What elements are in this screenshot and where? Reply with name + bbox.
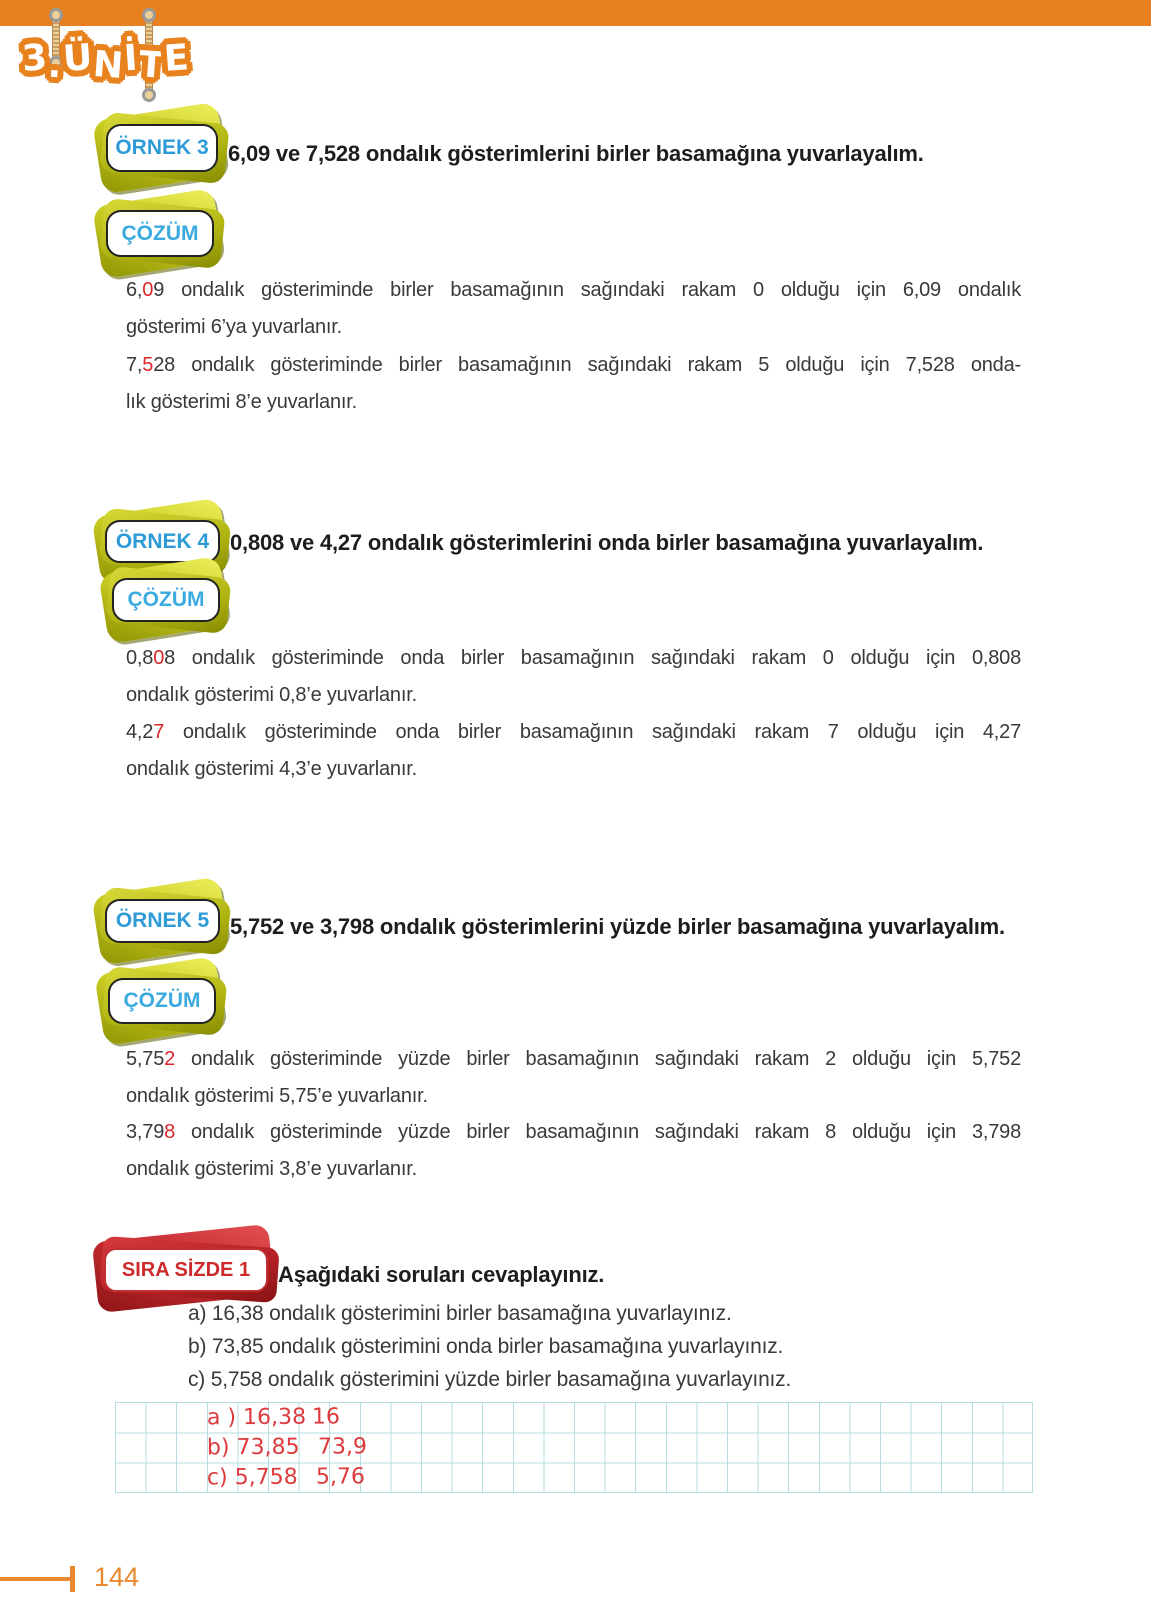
ornek-5-badge bbox=[105, 899, 220, 943]
exercise-item-a: a) 16,38 ondalık gösterimini birler basamağına yuvarlayınız. bbox=[188, 1302, 732, 1325]
highlighted-digit: 7 bbox=[153, 721, 165, 743]
highlighted-digit: 8 bbox=[164, 1121, 176, 1143]
badge-label: ÖRNEK 4 bbox=[105, 520, 220, 563]
rope-grommet bbox=[142, 88, 156, 102]
solution-line: 7,528 ondalık gösteriminde birler basamağının sağındaki rakam 5 olduğu için 7,528 onda- bbox=[126, 354, 1021, 376]
example-3-title: 6,09 ve 7,528 ondalık gösterimlerini birler basamağına yuvarlayalım. bbox=[228, 141, 924, 166]
solution-line: ondalık gösterimi 3,8’e yuvarlanır. bbox=[126, 1158, 417, 1180]
exercise-item-b: b) 73,85 ondalık gösterimini onda birler basamağına yuvarlayınız. bbox=[188, 1335, 784, 1358]
cozum-badge-2 bbox=[112, 578, 220, 622]
top-orange-bar bbox=[0, 0, 1151, 26]
handwritten-label: a ) 16,38 bbox=[206, 1404, 307, 1431]
example-5-solution-paragraph-2 bbox=[126, 1114, 1021, 1188]
solution-line: ondalık gösterimi 5,75’e yuvarlanır. bbox=[126, 1085, 428, 1107]
badge-label: ÖRNEK 5 bbox=[105, 899, 220, 943]
solution-line: ondalık gösterimi 0,8’e yuvarlanır. bbox=[126, 684, 417, 706]
example-3-solution-paragraph-2 bbox=[126, 347, 1021, 421]
example-4-solution-paragraph-2 bbox=[126, 714, 1021, 788]
sira-sizde-badge bbox=[104, 1248, 268, 1292]
example-4-solution-paragraph-1 bbox=[126, 640, 1021, 714]
solution-line: gösterimi 6’ya yuvarlanır. bbox=[126, 316, 343, 338]
ornek-3-badge bbox=[106, 124, 218, 172]
unit-logo-letter: E bbox=[162, 37, 192, 80]
badge-label: ÇÖZÜM bbox=[108, 978, 216, 1024]
example-3-solution-paragraph-1 bbox=[126, 272, 1021, 346]
handwritten-label: c) 5,758 bbox=[206, 1464, 298, 1491]
example-5-title: 5,752 ve 3,798 ondalık gösterimlerini yüzde birler basamağına yuvarlayalım. bbox=[230, 914, 1005, 939]
solution-line: ondalık gösterimi 4,3’e yuvarlanır. bbox=[126, 758, 417, 780]
ornek-4-badge bbox=[105, 520, 220, 563]
exercise-item-c: c) 5,758 ondalık gösterimini yüzde birler basamağına yuvarlayınız. bbox=[188, 1368, 792, 1391]
solution-line: 4,27 ondalık gösteriminde onda birler basamağının sağındaki rakam 7 olduğu için 4,27 bbox=[126, 721, 1021, 743]
exercise-prompt: Aşağıdaki soruları cevaplayınız. bbox=[278, 1262, 605, 1287]
badge-label: ÇÖZÜM bbox=[112, 578, 220, 622]
handwritten-answer: 73,9 bbox=[317, 1434, 368, 1460]
unit-logo-letter: N bbox=[91, 43, 126, 88]
highlighted-digit: 5 bbox=[142, 354, 154, 376]
handwritten-answer: 16 bbox=[311, 1404, 341, 1430]
unit-logo-letter: İ bbox=[122, 37, 140, 80]
solution-line: lık gösterimi 8’e yuvarlanır. bbox=[126, 391, 357, 413]
answer-grid bbox=[115, 1402, 1033, 1493]
unit-logo-letter: Ü bbox=[61, 36, 95, 81]
rope-grommet bbox=[49, 8, 63, 22]
cozum-badge-3 bbox=[108, 978, 216, 1024]
footer-rule bbox=[0, 1577, 72, 1581]
unit-logo-letter: 3 bbox=[20, 37, 50, 80]
badge-label: ÖRNEK 3 bbox=[106, 124, 218, 172]
solution-line: 3,798 ondalık gösteriminde yüzde birler basamağının sağındaki rakam 8 olduğu için 3,798 bbox=[126, 1121, 1021, 1143]
rope-grommet bbox=[142, 8, 156, 22]
unit-logo-letter: T bbox=[137, 44, 166, 87]
highlighted-digit: 2 bbox=[164, 1048, 176, 1070]
example-5-solution-paragraph-1 bbox=[126, 1041, 1021, 1115]
highlighted-digit: 0 bbox=[142, 279, 154, 301]
footer-rule-tick bbox=[70, 1566, 75, 1592]
unit-logo-letter: . bbox=[46, 44, 65, 87]
badge-label: ÇÖZÜM bbox=[106, 210, 214, 257]
solution-line: 0,808 ondalık gösteriminde onda birler basamağının sağındaki rakam 0 olduğu için 0,808 bbox=[126, 647, 1021, 669]
page-number: 144 bbox=[94, 1562, 140, 1592]
handwritten-answer: 5,76 bbox=[315, 1464, 366, 1490]
solution-line: 5,752 ondalık gösteriminde yüzde birler basamağının sağındaki rakam 2 olduğu için 5,752 bbox=[126, 1048, 1021, 1070]
highlighted-digit: 0 bbox=[153, 647, 165, 669]
cozum-badge-1 bbox=[106, 210, 214, 257]
solution-line: 6,09 ondalık gösteriminde birler basamağının sağındaki rakam 0 olduğu için 6,09 ondalık bbox=[126, 279, 1021, 301]
unit-logo bbox=[20, 36, 192, 88]
handwritten-label: b) 73,85 bbox=[206, 1434, 300, 1461]
example-4-title: 0,808 ve 4,27 ondalık gösterimlerini onda birler basamağına yuvarlayalım. bbox=[230, 530, 984, 555]
badge-label: SIRA SİZDE 1 bbox=[104, 1248, 268, 1292]
